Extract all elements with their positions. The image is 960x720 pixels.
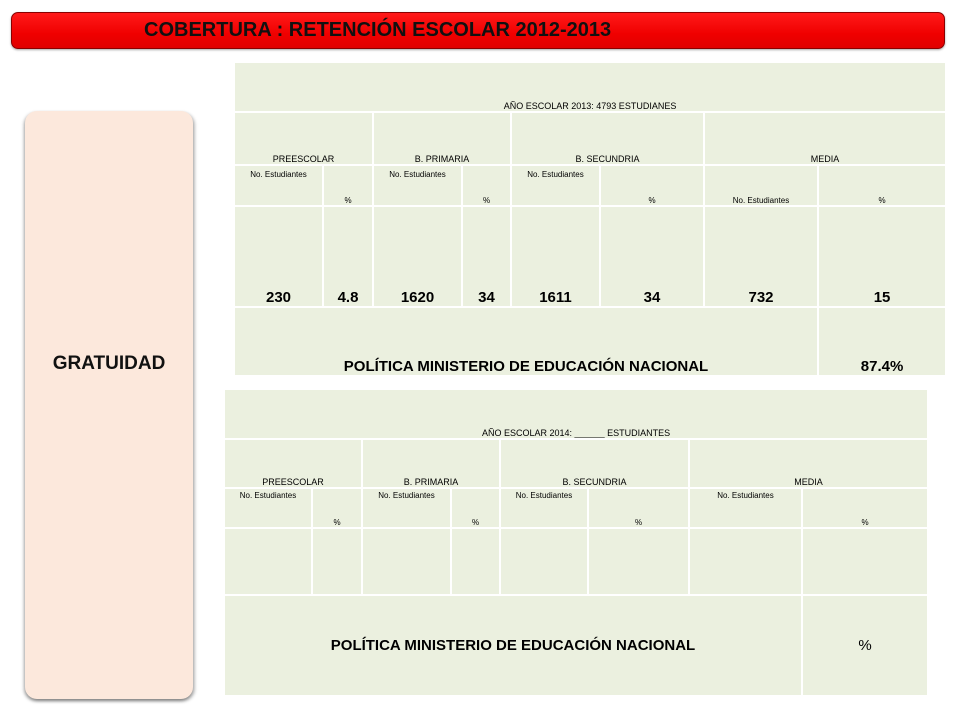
value-cell: 1620 xyxy=(373,206,462,307)
percent-header: % xyxy=(818,165,946,206)
policy-percent: % xyxy=(802,595,928,696)
side-panel xyxy=(25,111,193,699)
level-header-preescolar: PREESCOLAR xyxy=(224,439,362,488)
percent-header: % xyxy=(588,488,689,528)
table-2013 xyxy=(233,61,947,377)
year-header-2014: AÑO ESCOLAR 2014: ______ ESTUDIANTES xyxy=(224,389,928,439)
percent-header: % xyxy=(323,165,373,206)
title-bar xyxy=(11,12,945,49)
percent-header: % xyxy=(802,488,928,528)
level-header-secundaria: B. SECUNDRIA xyxy=(500,439,689,488)
value-cell xyxy=(224,528,312,595)
students-header: No. Estudiantes xyxy=(362,488,451,528)
value-cell xyxy=(802,528,928,595)
level-header-primaria: B. PRIMARIA xyxy=(373,112,511,165)
level-header-secundaria: B. SECUNDRIA xyxy=(511,112,704,165)
value-cell xyxy=(500,528,588,595)
page-title: COBERTURA : RETENCIÓN ESCOLAR 2012-2013 xyxy=(144,19,612,41)
percent-header: % xyxy=(462,165,511,206)
students-header: No. Estudiantes xyxy=(234,165,323,206)
value-cell: 732 xyxy=(704,206,818,307)
level-header-preescolar: PREESCOLAR xyxy=(234,112,373,165)
policy-label: POLÍTICA MINISTERIO DE EDUCACIÓN NACIONAL xyxy=(234,307,818,376)
level-header-media: MEDIA xyxy=(689,439,928,488)
value-cell xyxy=(451,528,500,595)
percent-header: % xyxy=(600,165,704,206)
table-2014 xyxy=(223,388,929,697)
year-header-2013: AÑO ESCOLAR 2013: 4793 ESTUDIANES xyxy=(234,62,946,112)
value-cell xyxy=(588,528,689,595)
value-cell xyxy=(312,528,362,595)
level-header-media: MEDIA xyxy=(704,112,946,165)
side-panel-label: GRATUIDAD xyxy=(52,353,166,374)
percent-header: % xyxy=(312,488,362,528)
value-cell xyxy=(362,528,451,595)
value-cell: 1611 xyxy=(511,206,600,307)
students-header: No. Estudiantes xyxy=(511,165,600,206)
value-cell: 15 xyxy=(818,206,946,307)
students-header: No. Estudiantes xyxy=(500,488,588,528)
policy-percent: 87.4% xyxy=(818,307,946,376)
value-cell: 34 xyxy=(462,206,511,307)
value-cell: 4.8 xyxy=(323,206,373,307)
value-cell xyxy=(689,528,802,595)
students-header: No. Estudiantes xyxy=(704,165,818,206)
value-cell: 34 xyxy=(600,206,704,307)
students-header: No. Estudiantes xyxy=(224,488,312,528)
percent-header: % xyxy=(451,488,500,528)
policy-label: POLÍTICA MINISTERIO DE EDUCACIÓN NACIONAL xyxy=(224,595,802,696)
value-cell: 230 xyxy=(234,206,323,307)
students-header: No. Estudiantes xyxy=(373,165,462,206)
students-header: No. Estudiantes xyxy=(689,488,802,528)
level-header-primaria: B. PRIMARIA xyxy=(362,439,500,488)
